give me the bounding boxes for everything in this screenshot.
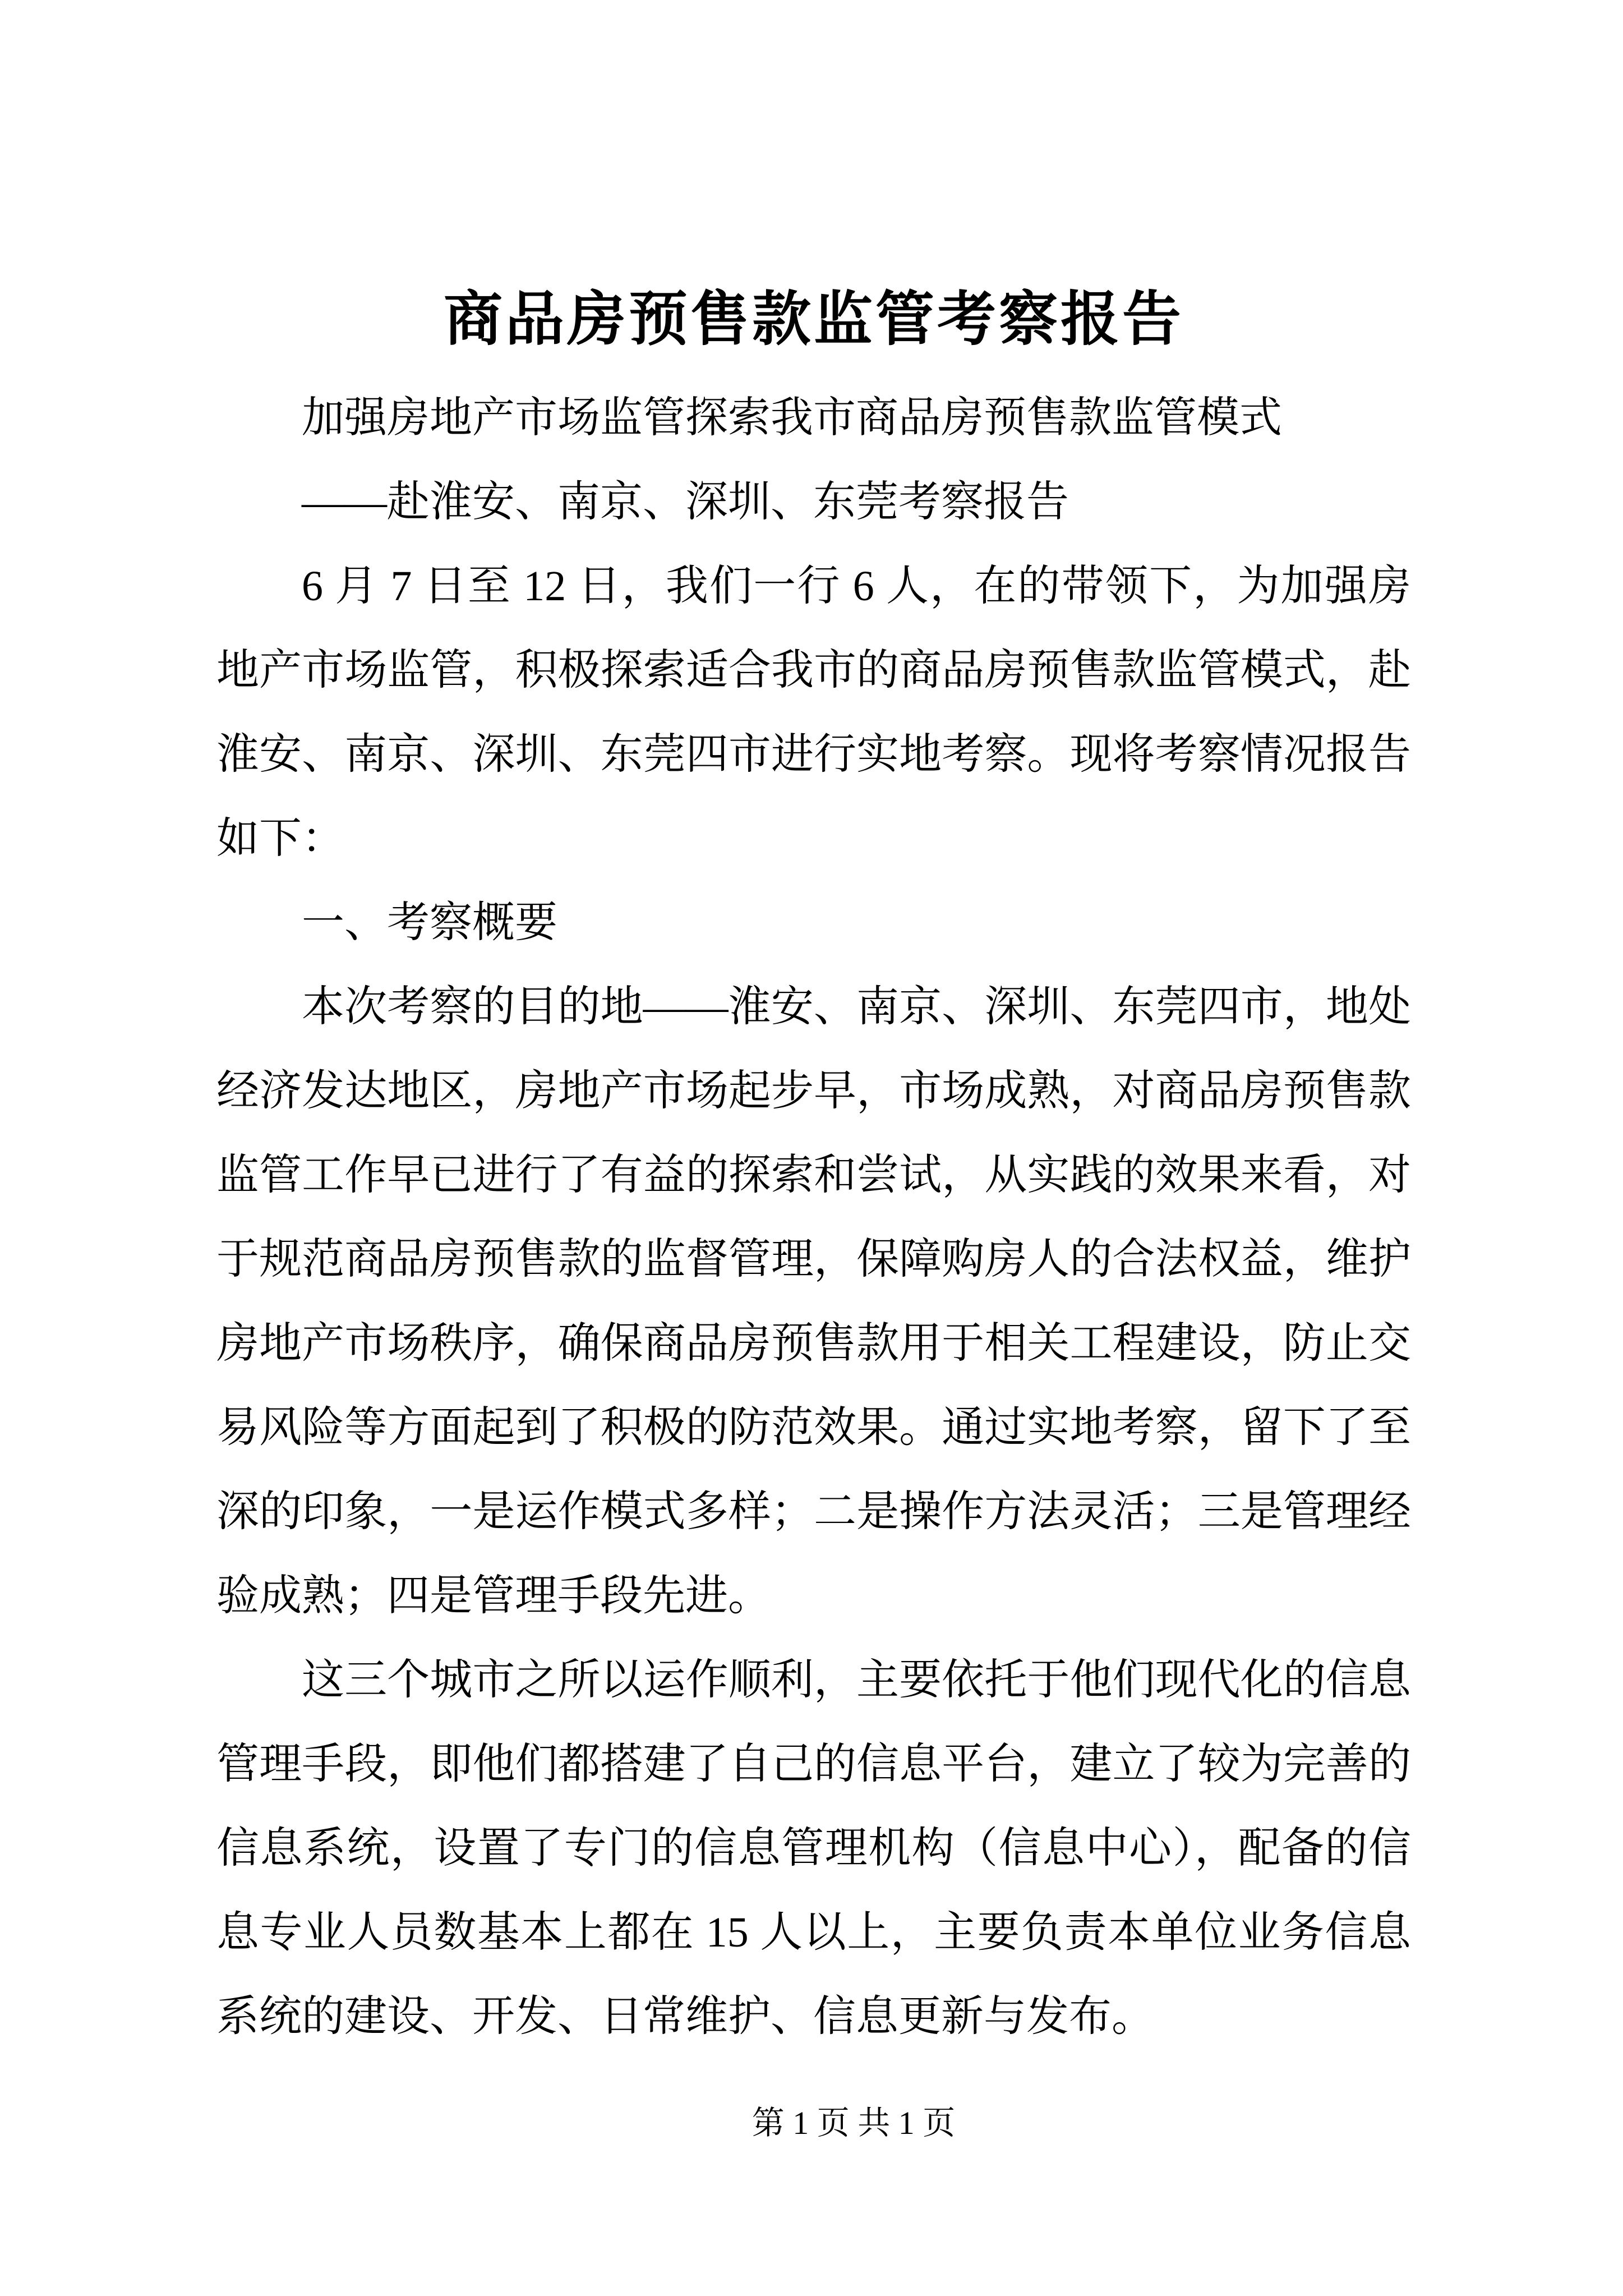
document-title: 商品房预售款监管考察报告 — [443, 287, 1184, 352]
paragraph-body-2: 这三个城市之所以运作顺利，主要依托于他们现代化的信息管理手段，即他们都搭建了自己的信息平台，建立了较为完善的信息系统，设置了专门的信息管理机构（信息中心），配备的信息专业人员数基本上都在 15 人以上，主要负责本单位业务信息系统的建设、开发、日常维护、信息更新与发布。 — [216, 1657, 1411, 2040]
subtitle: 加强房地产市场监管探索我市商品房预售款监管模式 — [302, 394, 1282, 441]
subtitle-byline: ——赴淮安、南京、深圳、东莞考察报告 — [302, 478, 1069, 526]
page-number-footer: 第 1 页 共 1 页 — [751, 2105, 956, 2141]
section-heading-1: 一、考察概要 — [302, 899, 557, 946]
paragraph-body-1: 本次考察的目的地——淮安、南京、深圳、东莞四市，地处经济发达地区，房地产市场起步早，市场成熟，对商品房预售款监管工作早已进行了有益的探索和尝试，从实践的效果来看，对于规范商品房预售款的监督管理，保障购房人的合法权益，维护房地产市场秩序，确保商品房预售款用于相关工程建设，防止交易风险等方面起到了积极的防范效果。通过实地考察，留下了至深的印象，一是运作模式多样；二是操作方法灵活；三是管理经验成熟；四是管理手段先进。 — [216, 983, 1411, 1619]
paragraph-intro: 6 月 7 日至 12 日，我们一行 6 人，在的带领下，为加强房地产市场监管，积极探索适合我市的商品房预售款监管模式，赴淮安、南京、深圳、东莞四市进行实地考察。现将考察情况报告如下： — [216, 563, 1411, 862]
